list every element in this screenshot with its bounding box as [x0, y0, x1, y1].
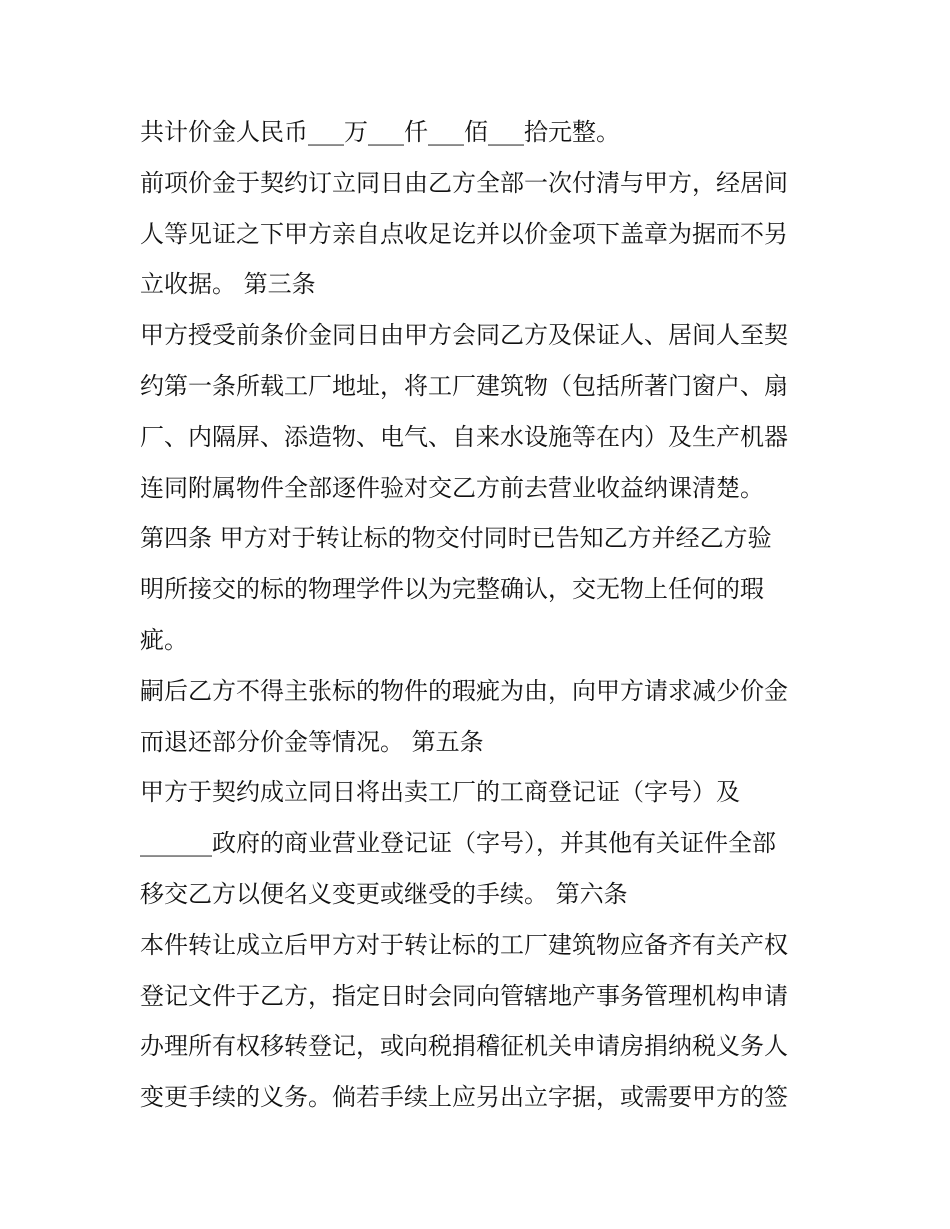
text-line: 甲方授受前条价金同日由甲方会同乙方及保证人、居间人至契 [140, 321, 788, 350]
text-line: 立收据。 第三条 [140, 270, 316, 299]
text-line: 第四条 甲方对于转让标的物交付同时已告知乙方并经乙方验 [140, 524, 772, 553]
text-line: 移交乙方以便名义变更或继受的手续。 第六条 [140, 879, 628, 908]
text-line: 厂、内隔屏、添造物、电气、自来水设施等在内）及生产机器 [140, 422, 788, 451]
text-line: 共计价金人民币___万___仟___佰___拾元整。 [140, 118, 620, 146]
text-line: 本件转让成立后甲方对于转让标的工厂建筑物应备齐有关产权 [140, 930, 788, 959]
text-line: 前项价金于契约订立同日由乙方全部一次付清与甲方，经居间 [140, 168, 788, 197]
text-line: 办理所有权移转登记，或向税捐稽征机关申请房捐纳税义务人 [140, 1032, 788, 1061]
text-line: ______政府的商业营业登记证（字号），并其他有关证件全部 [140, 829, 776, 858]
text-line: 而退还部分价金等情况。 第五条 [140, 727, 484, 756]
text-line: 连同附属物件全部逐件验对交乙方前去营业收益纳课清楚。 [140, 473, 764, 502]
text-line: 人等见证之下甲方亲自点收足讫并以价金项下盖章为据而不另 [140, 219, 788, 248]
text-line: 变更手续的义务。倘若手续上应另出立字据，或需要甲方的签 [140, 1083, 788, 1112]
text-line: 疵。 [140, 625, 188, 654]
text-line: 甲方于契约成立同日将出卖工厂的工商登记证（字号）及 [140, 778, 740, 807]
text-line: 明所接交的标的物理学件以为完整确认，交无物上任何的瑕 [140, 575, 764, 604]
text-line: 嗣后乙方不得主张标的物件的瑕疵为由，向甲方请求减少价金 [140, 676, 788, 705]
text-line: 登记文件于乙方，指定日时会同向管辖地产事务管理机构申请 [140, 981, 788, 1010]
text-line: 约第一条所载工厂地址，将工厂建筑物（包括所著门窗户、扇 [140, 371, 788, 400]
contract-text [140, 107, 820, 1123]
